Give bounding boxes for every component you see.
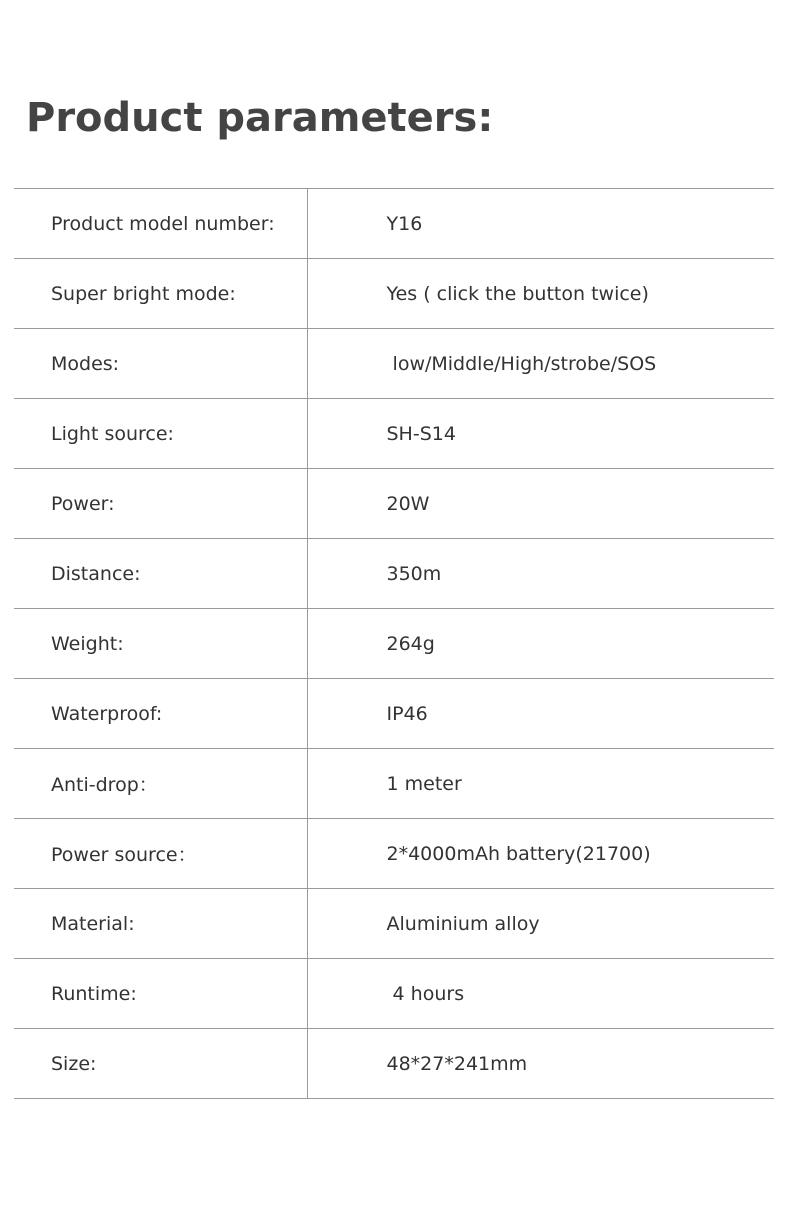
table-row (14, 329, 774, 399)
parameter-label: Weight: (14, 609, 307, 679)
parameter-value: 4 hours (307, 959, 774, 1029)
table-row (14, 819, 774, 889)
table-row (14, 469, 774, 539)
table-row (14, 889, 774, 959)
parameter-value: Y16 (307, 189, 774, 259)
table-row (14, 399, 774, 469)
parameter-label: Power source： (14, 819, 307, 889)
parameter-label: Size: (14, 1029, 307, 1099)
parameter-value: Aluminium alloy (307, 889, 774, 959)
parameter-value: 350m (307, 539, 774, 609)
parameter-value: 48*27*241mm (307, 1029, 774, 1099)
parameter-label: Super bright mode: (14, 259, 307, 329)
parameter-value: 264g (307, 609, 774, 679)
parameter-label: Runtime: (14, 959, 307, 1029)
parameter-label: Anti-drop： (14, 749, 307, 819)
parameter-value: SH-S14 (307, 399, 774, 469)
parameter-label: Material: (14, 889, 307, 959)
table-row (14, 959, 774, 1029)
table-row (14, 189, 774, 259)
table-row (14, 1029, 774, 1099)
parameter-label: Waterproof: (14, 679, 307, 749)
parameter-label: Light source: (14, 399, 307, 469)
parameter-value: Yes ( click the button twice) (307, 259, 774, 329)
table-row (14, 259, 774, 329)
page-title: Product parameters: (26, 95, 494, 141)
table-row (14, 539, 774, 609)
parameter-value: 1 meter (307, 749, 774, 819)
parameter-value: IP46 (307, 679, 774, 749)
parameter-value: 20W (307, 469, 774, 539)
parameter-value: 2*4000mAh battery(21700) (307, 819, 774, 889)
parameter-label: Distance: (14, 539, 307, 609)
parameter-label: Modes: (14, 329, 307, 399)
parameter-label: Power: (14, 469, 307, 539)
table-row (14, 679, 774, 749)
product-parameters-table (14, 188, 774, 1099)
table-row (14, 609, 774, 679)
parameter-value: low/Middle/High/strobe/SOS (307, 329, 774, 399)
parameter-label: Product model number: (14, 189, 307, 259)
table-row (14, 749, 774, 819)
